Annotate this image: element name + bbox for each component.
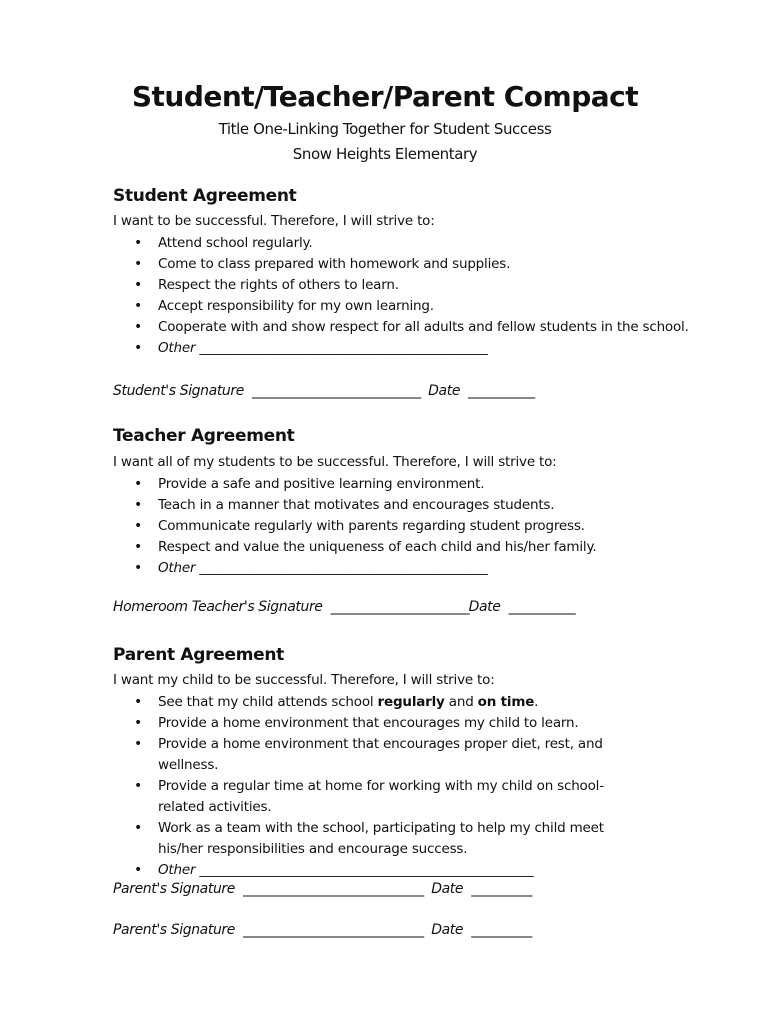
- teacher-date-field[interactable]: ___________: [508, 599, 575, 615]
- bullet-icon: •: [134, 694, 143, 710]
- bullet-icon: •: [134, 539, 143, 555]
- teacher-agreement-heading: Teacher Agreement: [113, 426, 295, 446]
- bullet-icon: •: [134, 298, 143, 314]
- list-item: • Provide a regular time at home for working with my child on school-related activities.: [134, 778, 604, 815]
- student-date-field[interactable]: ___________: [468, 383, 535, 399]
- bullet-icon: •: [134, 340, 143, 356]
- teacher-signature-label: Homeroom Teacher's Signature: [113, 599, 323, 615]
- list-item: • Come to class prepared with homework and supplies.: [130, 254, 689, 275]
- page-subtitle: Title One-Linking Together for Student Success: [218, 120, 552, 138]
- parent-signature-label: Parent's Signature: [113, 922, 235, 938]
- bullet-icon: •: [134, 560, 143, 576]
- school-name: Snow Heights Elementary: [292, 145, 478, 163]
- parent-signature-label: Parent's Signature: [113, 881, 235, 897]
- parent-date-label: Date: [431, 881, 464, 897]
- parent-agreement-list: [130, 692, 630, 881]
- bullet-icon: •: [134, 256, 143, 272]
- list-item: • Communicate regularly with parents regarding student progress.: [130, 516, 596, 537]
- list-item: • Cooperate with and show respect for all adults and fellow students in the school.: [130, 317, 689, 338]
- bullet-icon: •: [134, 497, 143, 513]
- bullet-icon: •: [134, 778, 143, 794]
- list-item-other[interactable]: • Other ___________________________________________________: [130, 860, 630, 881]
- bullet-icon: •: [134, 476, 143, 492]
- bullet-icon: •: [134, 319, 143, 335]
- bullet-icon: •: [134, 820, 143, 836]
- list-item: • Respect and value the uniqueness of each child and his/her family.: [130, 537, 596, 558]
- bullet-icon: •: [134, 518, 143, 534]
- student-agreement-intro: I want to be successful. Therefore, I will strive to:: [113, 213, 435, 229]
- list-item: • Attend school regularly.: [130, 233, 689, 254]
- parent-date-field[interactable]: __________: [471, 881, 532, 897]
- teacher-agreement-intro: I want all of my students to be successful. Therefore, I will strive to:: [113, 454, 557, 470]
- teacher-date-label: Date: [468, 599, 501, 615]
- list-item: • Provide a safe and positive learning environment.: [130, 474, 596, 495]
- parent-date-label: Date: [431, 922, 464, 938]
- parent-agreement-intro: I want my child to be successful. Therefore, I will strive to:: [113, 672, 495, 688]
- student-agreement-heading: Student Agreement: [113, 186, 297, 206]
- list-item: • Accept responsibility for my own learning.: [130, 296, 689, 317]
- list-item-other[interactable]: • Other ____________________________________________: [130, 558, 596, 579]
- list-item: • Provide a home environment that encourages proper diet, rest, and wellness.: [134, 736, 603, 773]
- list-item: • Provide a home environment that encourages my child to learn.: [130, 713, 630, 734]
- bullet-icon: •: [134, 277, 143, 293]
- student-signature-field[interactable]: ____________________________: [252, 383, 421, 399]
- list-item: • Work as a team with the school, participating to help my child meet his/her responsibilities and encourage success.: [134, 820, 604, 857]
- teacher-signature-line: [113, 599, 575, 615]
- student-signature-label: Student's Signature: [113, 383, 244, 399]
- bullet-icon: •: [134, 736, 143, 752]
- teacher-agreement-list: [130, 474, 596, 579]
- student-date-label: Date: [428, 383, 461, 399]
- list-item: • See that my child attends school regularly and on time.: [130, 692, 630, 713]
- bullet-icon: •: [134, 715, 143, 731]
- student-signature-line: [113, 383, 534, 399]
- parent-signature-field[interactable]: ______________________________: [243, 881, 424, 897]
- parent-signature-line-1: [113, 881, 531, 897]
- parent-date-field[interactable]: __________: [471, 922, 532, 938]
- list-item-other[interactable]: • Other ____________________________________________: [130, 338, 689, 359]
- bullet-icon: •: [134, 862, 143, 878]
- student-agreement-list: [130, 233, 689, 359]
- bullet-icon: •: [134, 235, 143, 251]
- teacher-signature-field[interactable]: _______________________: [330, 599, 469, 615]
- page-title: Student/Teacher/Parent Compact: [131, 80, 639, 113]
- list-item: • Respect the rights of others to learn.: [130, 275, 689, 296]
- list-item: • Teach in a manner that motivates and encourages students.: [130, 495, 596, 516]
- parent-agreement-heading: Parent Agreement: [113, 645, 284, 665]
- parent-signature-field[interactable]: ______________________________: [243, 922, 424, 938]
- parent-signature-line-2: [113, 922, 531, 938]
